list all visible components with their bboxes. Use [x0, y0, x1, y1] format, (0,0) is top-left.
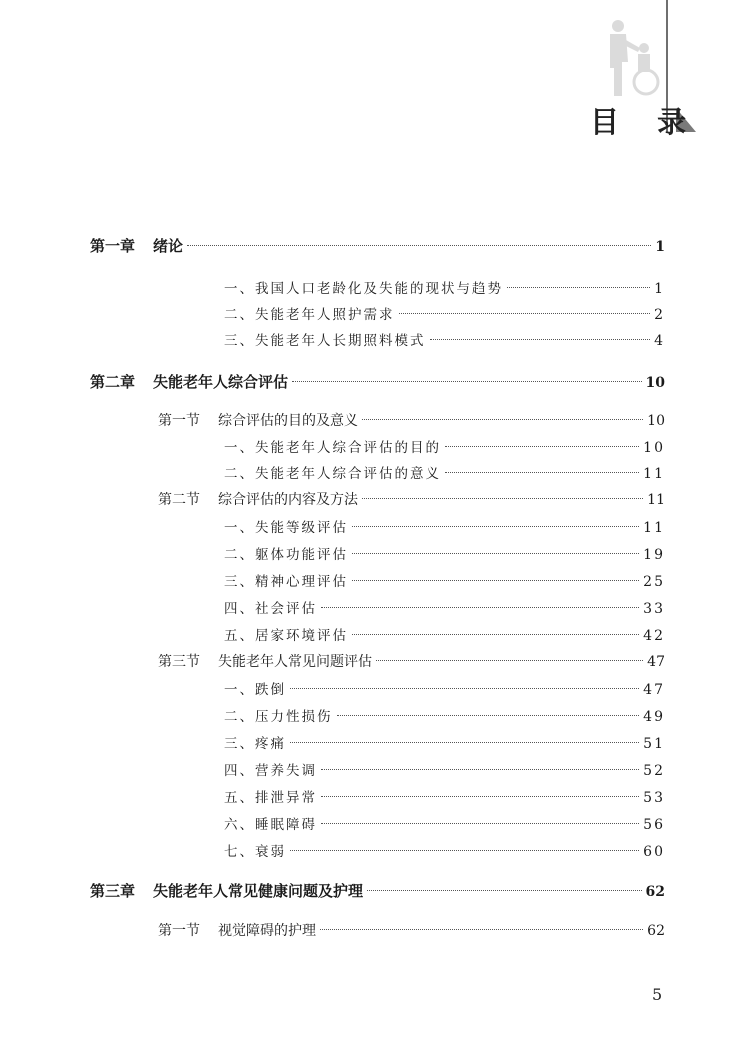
toc-entry-title: 二、躯体功能评估 — [224, 547, 348, 563]
toc-entry-page: 51 — [643, 736, 665, 752]
dot-leader — [399, 313, 651, 314]
toc-entry-text — [224, 786, 317, 806]
toc-entry-page: 53 — [643, 790, 665, 806]
toc-entry-title: 绪论 — [153, 237, 184, 255]
toc-entry-title: 二、压力性损伤 — [224, 709, 333, 725]
toc-entry-text — [224, 597, 317, 617]
toc-entry-item[interactable] — [224, 813, 665, 837]
toc-entry-page: 49 — [643, 709, 665, 725]
toc-entry-item[interactable] — [224, 624, 665, 648]
dot-leader — [352, 580, 639, 581]
toc-entry-title: 五、居家环境评估 — [224, 628, 348, 644]
dot-leader — [320, 929, 643, 930]
dot-leader — [290, 688, 639, 689]
toc-entry-text — [224, 436, 441, 456]
toc-entry-page: 11 — [647, 492, 665, 508]
toc-entry-title: 失能老年人常见问题评估 — [218, 654, 372, 670]
dot-leader — [430, 339, 651, 340]
toc-entry-page: 19 — [643, 547, 665, 563]
toc-entry-text — [224, 759, 317, 779]
toc-entry-title: 四、营养失调 — [224, 763, 317, 779]
dot-leader — [290, 850, 639, 851]
toc-entry-title: 三、失能老年人长期照料模式 — [224, 333, 426, 349]
dot-leader — [321, 769, 639, 770]
toc-entry-item[interactable] — [224, 462, 665, 486]
toc-entry-title: 二、失能老年人综合评估的意义 — [224, 466, 441, 482]
toc-entry-text — [224, 732, 286, 752]
dot-leader — [362, 419, 643, 420]
toc-entry-page: 42 — [643, 628, 665, 644]
toc-entry-label: 第三章 — [90, 882, 136, 900]
toc-entry-text — [158, 489, 358, 509]
toc-entry-text — [224, 678, 286, 698]
toc-entry-item[interactable] — [224, 329, 665, 353]
dot-leader — [376, 660, 643, 661]
toc-entry-item[interactable] — [224, 732, 665, 756]
toc-entry-title: 一、我国人口老龄化及失能的现状与趋势 — [224, 281, 503, 297]
toc-entry-label: 第一章 — [90, 237, 136, 255]
toc-entry-page: 52 — [643, 763, 665, 779]
toc-entry-section[interactable] — [158, 489, 665, 513]
toc-entry-item[interactable] — [224, 597, 665, 621]
toc-entry-title: 六、睡眠障碍 — [224, 817, 317, 833]
page-number: 5 — [652, 985, 663, 1004]
toc-entry-chapter[interactable] — [90, 880, 665, 904]
toc-entry-page: 4 — [654, 333, 665, 349]
dot-leader — [187, 245, 651, 246]
toc-entry-title: 失能老年人常见健康问题及护理 — [153, 882, 364, 900]
toc-entry-page: 10 — [645, 375, 665, 391]
dot-leader — [362, 498, 643, 499]
toc-entry-title: 失能老年人综合评估 — [153, 373, 289, 391]
dot-leader — [321, 607, 639, 608]
toc-entry-text — [224, 813, 317, 833]
toc-entry-text — [224, 516, 348, 536]
toc-entry-chapter[interactable] — [90, 235, 665, 259]
toc-entry-label: 第二章 — [90, 373, 136, 391]
toc-entry-page: 11 — [643, 466, 665, 482]
toc-entry-text — [90, 371, 288, 392]
dot-leader — [290, 742, 639, 743]
toc-entry-label: 第一节 — [158, 923, 200, 939]
dot-leader — [337, 715, 640, 716]
toc-entry-page: 33 — [643, 601, 665, 617]
toc-entry-page: 10 — [643, 440, 665, 456]
toc-entry-text — [90, 880, 363, 901]
toc-entry-item[interactable] — [224, 678, 665, 702]
toc-entry-text — [224, 840, 286, 860]
toc-entry-text — [224, 277, 503, 297]
toc-entry-title: 综合评估的内容及方法 — [218, 492, 358, 508]
toc-entry-page: 1 — [654, 281, 665, 297]
dot-leader — [367, 890, 641, 891]
toc-entry-page: 60 — [643, 844, 665, 860]
toc-entry-item[interactable] — [224, 303, 665, 327]
toc-entry-title: 四、社会评估 — [224, 601, 317, 617]
toc-entry-page: 1 — [655, 239, 665, 255]
toc-entry-title: 视觉障碍的护理 — [218, 923, 316, 939]
toc-entry-title: 一、失能老年人综合评估的目的 — [224, 440, 441, 456]
toc-entry-text — [158, 410, 358, 430]
toc-entry-item[interactable] — [224, 277, 665, 301]
toc-entry-text — [224, 543, 348, 563]
toc-entry-title: 二、失能老年人照护需求 — [224, 307, 395, 323]
toc-entry-title: 综合评估的目的及意义 — [218, 413, 358, 429]
toc-entry-text — [224, 329, 426, 349]
toc-entry-item[interactable] — [224, 786, 665, 810]
dot-leader — [445, 472, 639, 473]
dot-leader — [507, 287, 650, 288]
toc-entry-section[interactable] — [158, 651, 665, 675]
toc-entry-title: 一、失能等级评估 — [224, 520, 348, 536]
toc-entry-item[interactable] — [224, 705, 665, 729]
toc-entry-page: 2 — [654, 307, 665, 323]
toc-entry-label: 第一节 — [158, 413, 200, 429]
toc-entry-section[interactable] — [158, 410, 665, 434]
toc-entry-text — [158, 920, 316, 940]
toc-entry-title: 三、精神心理评估 — [224, 574, 348, 590]
toc-entry-item[interactable] — [224, 516, 665, 540]
toc-entry-page: 56 — [643, 817, 665, 833]
dot-leader — [321, 796, 639, 797]
toc-entry-title: 一、跌倒 — [224, 682, 286, 698]
toc-entry-page: 62 — [645, 884, 665, 900]
toc-entry-text — [224, 570, 348, 590]
toc-entry-page: 47 — [647, 654, 665, 670]
toc-entry-text — [158, 651, 372, 671]
toc-entry-text — [224, 462, 441, 482]
toc-entry-page: 25 — [643, 574, 665, 590]
toc-entry-text — [224, 303, 395, 323]
toc-entry-title: 五、排泄异常 — [224, 790, 317, 806]
toc-entry-text — [90, 235, 183, 256]
toc-entry-page: 62 — [647, 923, 665, 939]
toc-entry-item[interactable] — [224, 759, 665, 783]
toc-entry-item[interactable] — [224, 543, 665, 567]
toc-entry-chapter[interactable] — [90, 371, 665, 395]
toc-entry-label: 第三节 — [158, 654, 200, 670]
dot-leader — [352, 553, 639, 554]
dot-leader — [352, 634, 639, 635]
dot-leader — [445, 446, 639, 447]
toc-entry-page: 10 — [647, 413, 665, 429]
toc-entry-text — [224, 705, 333, 725]
toc-entry-item[interactable] — [224, 840, 665, 864]
page-title: 目 录 — [590, 105, 701, 139]
dot-leader — [352, 526, 639, 527]
toc-entry-page: 11 — [643, 520, 665, 536]
toc-entry-title: 三、疼痛 — [224, 736, 286, 752]
toc-entry-item[interactable] — [224, 436, 665, 460]
toc-entry-section[interactable] — [158, 920, 665, 944]
toc-entry-item[interactable] — [224, 570, 665, 594]
dot-leader — [292, 381, 641, 382]
toc-entry-page: 47 — [643, 682, 665, 698]
dot-leader — [321, 823, 639, 824]
toc-entry-title: 七、衰弱 — [224, 844, 286, 860]
toc-entry-label: 第二节 — [158, 492, 200, 508]
toc-entry-text — [224, 624, 348, 644]
